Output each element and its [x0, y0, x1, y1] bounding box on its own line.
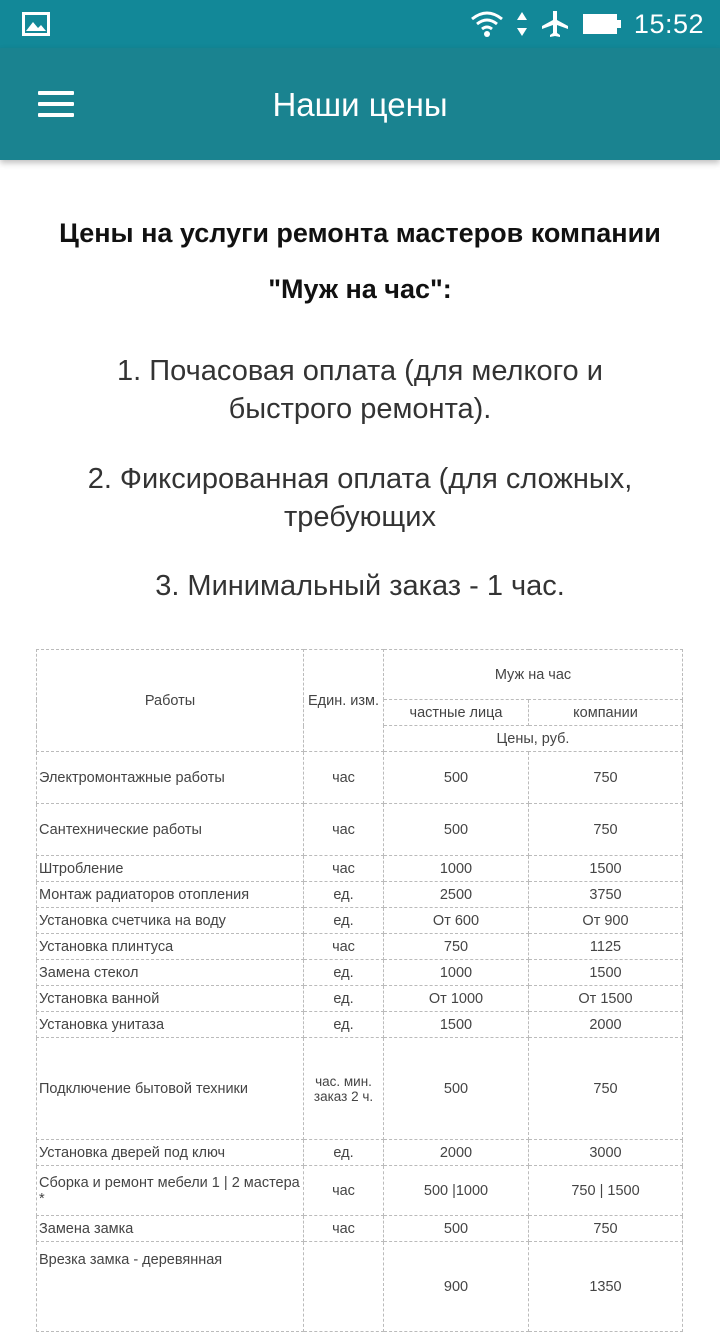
page-title: Наши цены: [272, 86, 448, 123]
header-companies: компании: [529, 700, 683, 726]
price-table: [36, 649, 683, 1332]
cell-company: 1500: [529, 960, 683, 986]
cell-private: 500: [384, 1038, 529, 1140]
cell-work: Установка плинтуса: [37, 934, 304, 960]
article-paragraph-3: 3. Минимальный заказ - 1 час.: [155, 570, 565, 602]
cell-work: Монтаж радиаторов отопления: [37, 882, 304, 908]
cell-unit: час. мин. заказ 2 ч.: [304, 1038, 384, 1140]
table-row: [37, 934, 683, 960]
cell-private: 2000: [384, 1140, 529, 1166]
cell-work: Врезка замка - деревянная: [37, 1242, 304, 1332]
cell-company: 3000: [529, 1140, 683, 1166]
cell-company: 2000: [529, 1012, 683, 1038]
table-row: [37, 752, 683, 804]
table-row: [37, 1166, 683, 1216]
article-paragraph-1: [30, 352, 690, 428]
table-row: [37, 1038, 683, 1140]
table-row: [37, 804, 683, 856]
cell-work: Замена замка: [37, 1216, 304, 1242]
cell-work: Установка унитаза: [37, 1012, 304, 1038]
battery-icon: [582, 12, 622, 36]
cell-unit: ед.: [304, 986, 384, 1012]
cell-company: 1350: [529, 1242, 683, 1332]
cell-company: 750 | 1500: [529, 1166, 683, 1216]
table-row: [37, 856, 683, 882]
cell-private: 500: [384, 1216, 529, 1242]
cell-company: 750: [529, 752, 683, 804]
article-heading-line2: "Муж на час":: [268, 274, 452, 304]
page-content[interactable]: [0, 160, 720, 1295]
cell-company: 1500: [529, 856, 683, 882]
table-row: [37, 960, 683, 986]
cell-company: От 900: [529, 908, 683, 934]
image-icon: [22, 12, 50, 36]
cell-unit: час: [304, 1166, 384, 1216]
status-bar: [0, 0, 720, 48]
cell-private: 1000: [384, 856, 529, 882]
data-arrows-icon: [516, 11, 528, 37]
cell-work: Установка счетчика на воду: [37, 908, 304, 934]
status-icons: [470, 0, 704, 48]
cell-private: 750: [384, 934, 529, 960]
cell-work: Электромонтажные работы: [37, 752, 304, 804]
cell-private: 500: [384, 752, 529, 804]
table-row: [37, 882, 683, 908]
table-row: [37, 1140, 683, 1166]
cell-unit: ед.: [304, 960, 384, 986]
article-paragraph-2: [30, 460, 690, 536]
cell-unit: час: [304, 804, 384, 856]
header-prices: Цены, руб.: [384, 726, 683, 752]
cell-work: Установка дверей под ключ: [37, 1140, 304, 1166]
cell-work: Подключение бытовой техники: [37, 1038, 304, 1140]
cell-unit: ед.: [304, 882, 384, 908]
cell-private: 1000: [384, 960, 529, 986]
cell-work: Установка ванной: [37, 986, 304, 1012]
cell-unit: [304, 1242, 384, 1332]
cell-company: 750: [529, 1038, 683, 1140]
header-unit: Един. изм.: [304, 650, 384, 752]
cell-unit: час: [304, 1216, 384, 1242]
cell-unit: час: [304, 934, 384, 960]
table-row: [37, 1242, 683, 1332]
wifi-icon: [470, 10, 504, 38]
cell-company: 1125: [529, 934, 683, 960]
cell-private: 500 |1000: [384, 1166, 529, 1216]
cell-unit: ед.: [304, 1140, 384, 1166]
paragraph-1-line2: быстрого ремонта).: [228, 393, 492, 425]
header-private: частные лица: [384, 700, 529, 726]
paragraph-2-line1: 2. Фиксированная оплата (для сложных,: [87, 463, 633, 495]
paragraph-1-line1: 1. Почасовая оплата (для мелкого и: [117, 355, 603, 387]
header-works: Работы: [37, 650, 304, 752]
cell-work: Замена стекол: [37, 960, 304, 986]
cell-private: 500: [384, 804, 529, 856]
table-row: [37, 986, 683, 1012]
status-time: 15:52: [633, 8, 704, 39]
header-group: Муж на час: [384, 650, 683, 700]
cell-private: 1500: [384, 1012, 529, 1038]
cell-company: 750: [529, 1216, 683, 1242]
table-row: [37, 1012, 683, 1038]
cell-private: 2500: [384, 882, 529, 908]
cell-company: 750: [529, 804, 683, 856]
app-bar: [0, 48, 720, 160]
cell-work: Сборка и ремонт мебели 1 | 2 мастера *: [37, 1166, 304, 1216]
paragraph-2-line2: требующих: [284, 501, 436, 533]
airplane-icon: [540, 9, 570, 39]
cell-private: 900: [384, 1242, 529, 1332]
cell-private: От 600: [384, 908, 529, 934]
table-row: [37, 908, 683, 934]
table-row: [37, 1216, 683, 1242]
cell-private: От 1000: [384, 986, 529, 1012]
cell-company: 3750: [529, 882, 683, 908]
cell-unit: ед.: [304, 908, 384, 934]
cell-work: Штробление: [37, 856, 304, 882]
cell-unit: ед.: [304, 1012, 384, 1038]
cell-unit: час: [304, 752, 384, 804]
cell-company: От 1500: [529, 986, 683, 1012]
cell-work: Сантехнические работы: [37, 804, 304, 856]
cell-unit: час: [304, 856, 384, 882]
article-heading-line1: Цены на услуги ремонта мастеров компании: [59, 218, 661, 248]
